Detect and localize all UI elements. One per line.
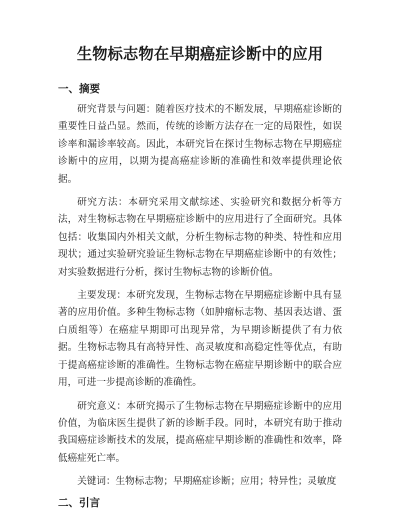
abstract-heading: 一、摘要 bbox=[58, 83, 100, 95]
paragraph-findings: 主要发现：本研究发现，生物标志物在早期癌症诊断中具有显著的应用价值。多种生物标志物（如肿瘤标志物、基因表达谱、蛋白质组等）在癌症早期即可出现异常，为早期诊断提供了有力依据。生物标志物具有高特异性、高灵敏度和高稳定性等优点，有助于提高癌症诊断的准确性。生物标志物在癌症早期诊断中的联合应用，可进一步提高诊断的准确性。 bbox=[58, 290, 342, 389]
keywords-line: 关键词：生物标志物；早期癌症诊断；应用；特异性；灵敏度 bbox=[77, 476, 337, 488]
paragraph-significance: 研究意义：本研究揭示了生物标志物在早期癌症诊断中的应用价值，为临床医生提供了新的诊断手段。同时，本研究有助于推动我国癌症诊断技术的发展，提高癌症早期诊断的准确性和效率，降低癌症死亡率。 bbox=[58, 400, 342, 464]
paragraph-methods: 研究方法：本研究采用文献综述、实验研究和数据分析等方法，对生物标志物在早期癌症诊断中的应用进行了全面研究。具体包括：收集国内外相关文献，分析生物标志物的种类、特性和应用现状；通过实验研究验证生物标志物在早期癌症诊断中的有效性；对实验数据进行分析，探讨生物标志物的诊断价值。 bbox=[58, 197, 342, 278]
introduction-heading: 二、引言 bbox=[58, 496, 100, 509]
paragraph-background: 研究背景与问题：随着医疗技术的不断发展，早期癌症诊断的重要性日益凸显。然而，传统的诊断方法存在一定的局限性，如误诊率和漏诊率较高。因此，本研究旨在探讨生物标志物在早期癌症诊断中的应用，以期为提高癌症诊断的准确性和效率提供理论依据。 bbox=[58, 104, 342, 185]
document-title: 生物标志物在早期癌症诊断中的应用 bbox=[76, 45, 324, 63]
